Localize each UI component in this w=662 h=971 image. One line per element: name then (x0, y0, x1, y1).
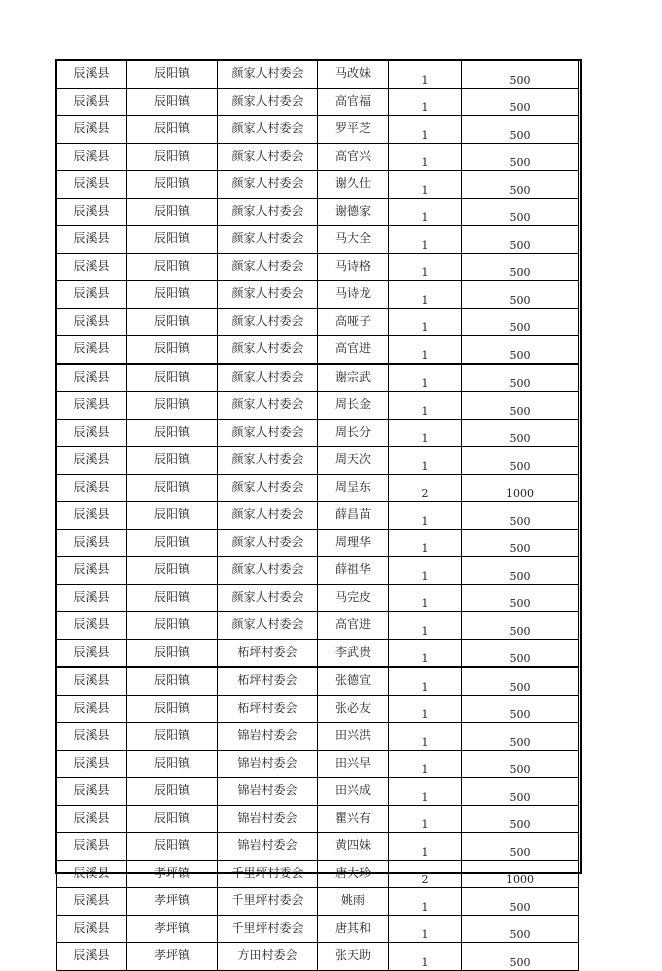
town-cell[interactable]: 辰阳镇 (127, 447, 218, 475)
county-cell[interactable]: 辰溪县 (57, 667, 127, 695)
count-cell[interactable]: 1 (389, 253, 462, 281)
county-cell[interactable]: 辰溪县 (57, 860, 127, 888)
name-cell[interactable]: 张天助 (318, 943, 389, 971)
town-cell[interactable]: 辰阳镇 (127, 695, 218, 723)
count-cell[interactable]: 1 (389, 639, 462, 667)
amount-cell[interactable]: 500 (462, 392, 579, 420)
amount-cell[interactable]: 500 (462, 61, 579, 89)
town-cell[interactable]: 辰阳镇 (127, 308, 218, 336)
county-cell[interactable]: 辰溪县 (57, 502, 127, 530)
count-cell[interactable]: 1 (389, 529, 462, 557)
village-cell[interactable]: 锦岩村委会 (218, 833, 318, 861)
town-cell[interactable]: 辰阳镇 (127, 116, 218, 144)
amount-cell[interactable]: 500 (462, 447, 579, 475)
county-cell[interactable]: 辰溪县 (57, 474, 127, 502)
village-cell[interactable]: 锦岩村委会 (218, 723, 318, 751)
count-cell[interactable]: 1 (389, 447, 462, 475)
table-row (57, 502, 579, 530)
name-cell[interactable]: 谢久仕 (318, 171, 389, 199)
county-cell[interactable]: 辰溪县 (57, 612, 127, 640)
table-row (57, 88, 579, 116)
village-cell[interactable]: 颜家人村委会 (218, 612, 318, 640)
table-row (57, 529, 579, 557)
county-cell[interactable]: 辰溪县 (57, 392, 127, 420)
name-cell[interactable]: 黄四妹 (318, 833, 389, 861)
town-cell[interactable]: 辰阳镇 (127, 778, 218, 806)
name-cell[interactable]: 高官兴 (318, 143, 389, 171)
name-cell[interactable]: 周长分 (318, 419, 389, 447)
county-cell[interactable]: 辰溪县 (57, 584, 127, 612)
county-cell[interactable]: 辰溪县 (57, 805, 127, 833)
table-row (57, 915, 579, 943)
town-cell[interactable]: 孝坪镇 (127, 915, 218, 943)
town-cell[interactable]: 辰阳镇 (127, 502, 218, 530)
amount-cell[interactable]: 500 (462, 88, 579, 116)
county-cell[interactable]: 辰溪县 (57, 833, 127, 861)
amount-cell[interactable]: 1000 (462, 474, 579, 502)
amount-cell[interactable]: 500 (462, 143, 579, 171)
town-cell[interactable]: 辰阳镇 (127, 833, 218, 861)
table-row (57, 639, 579, 667)
county-cell[interactable]: 辰溪县 (57, 226, 127, 254)
name-cell[interactable]: 瞿兴有 (318, 805, 389, 833)
name-cell[interactable]: 高官进 (318, 612, 389, 640)
town-cell[interactable]: 辰阳镇 (127, 529, 218, 557)
village-cell[interactable]: 颜家人村委会 (218, 88, 318, 116)
count-cell[interactable]: 1 (389, 888, 462, 916)
amount-cell[interactable]: 500 (462, 308, 579, 336)
amount-cell[interactable]: 500 (462, 116, 579, 144)
table-row (57, 336, 579, 364)
amount-cell[interactable]: 500 (462, 639, 579, 667)
table-row (57, 226, 579, 254)
count-cell[interactable]: 1 (389, 502, 462, 530)
name-cell[interactable]: 高官进 (318, 336, 389, 364)
name-cell[interactable]: 田兴洪 (318, 723, 389, 751)
amount-cell[interactable]: 500 (462, 364, 579, 392)
village-cell[interactable]: 颜家人村委会 (218, 116, 318, 144)
name-cell[interactable]: 张必友 (318, 695, 389, 723)
county-cell[interactable]: 辰溪县 (57, 447, 127, 475)
county-cell[interactable]: 辰溪县 (57, 281, 127, 309)
amount-cell[interactable]: 1000 (462, 860, 579, 888)
name-cell[interactable]: 薛祖华 (318, 557, 389, 585)
table-row (57, 116, 579, 144)
county-cell[interactable]: 辰溪县 (57, 253, 127, 281)
count-cell[interactable]: 1 (389, 943, 462, 971)
amount-cell[interactable]: 500 (462, 750, 579, 778)
table-row (57, 474, 579, 502)
amount-cell[interactable]: 500 (462, 198, 579, 226)
table-row (57, 888, 579, 916)
town-cell[interactable]: 辰阳镇 (127, 364, 218, 392)
count-cell[interactable]: 1 (389, 116, 462, 144)
table-row (57, 557, 579, 585)
town-cell[interactable]: 辰阳镇 (127, 336, 218, 364)
name-cell[interactable]: 张德宣 (318, 667, 389, 695)
town-cell[interactable]: 辰阳镇 (127, 474, 218, 502)
name-cell[interactable]: 谢德家 (318, 198, 389, 226)
name-cell[interactable]: 马诗龙 (318, 281, 389, 309)
table-row (57, 447, 579, 475)
name-cell[interactable]: 周呈东 (318, 474, 389, 502)
table-row (57, 198, 579, 226)
county-cell[interactable]: 辰溪县 (57, 61, 127, 89)
count-cell[interactable]: 1 (389, 612, 462, 640)
village-cell[interactable]: 颜家人村委会 (218, 529, 318, 557)
name-cell[interactable]: 田兴早 (318, 750, 389, 778)
name-cell[interactable]: 薛昌苗 (318, 502, 389, 530)
village-cell[interactable]: 千里坪村委会 (218, 860, 318, 888)
town-cell[interactable]: 辰阳镇 (127, 419, 218, 447)
county-cell[interactable]: 辰溪县 (57, 198, 127, 226)
table-row (57, 750, 579, 778)
table-row (57, 723, 579, 751)
village-cell[interactable]: 颜家人村委会 (218, 364, 318, 392)
count-cell[interactable]: 1 (389, 723, 462, 751)
amount-cell[interactable]: 500 (462, 336, 579, 364)
table-row (57, 143, 579, 171)
amount-cell[interactable]: 500 (462, 584, 579, 612)
count-cell[interactable]: 1 (389, 143, 462, 171)
town-cell[interactable]: 辰阳镇 (127, 667, 218, 695)
amount-cell[interactable]: 500 (462, 695, 579, 723)
count-cell[interactable]: 1 (389, 364, 462, 392)
village-cell[interactable]: 柘坪村委会 (218, 695, 318, 723)
village-cell[interactable]: 颜家人村委会 (218, 143, 318, 171)
table-body (57, 61, 579, 971)
amount-cell[interactable]: 500 (462, 612, 579, 640)
village-cell[interactable]: 颜家人村委会 (218, 502, 318, 530)
town-cell[interactable]: 辰阳镇 (127, 198, 218, 226)
count-cell[interactable]: 1 (389, 198, 462, 226)
count-cell[interactable]: 1 (389, 281, 462, 309)
amount-cell[interactable]: 500 (462, 888, 579, 916)
count-cell[interactable]: 1 (389, 915, 462, 943)
name-cell[interactable]: 周理华 (318, 529, 389, 557)
name-cell[interactable]: 罗平芝 (318, 116, 389, 144)
town-cell[interactable]: 辰阳镇 (127, 723, 218, 751)
table-row (57, 419, 579, 447)
village-cell[interactable]: 锦岩村委会 (218, 805, 318, 833)
village-cell[interactable]: 颜家人村委会 (218, 198, 318, 226)
county-cell[interactable]: 辰溪县 (57, 943, 127, 971)
amount-cell[interactable]: 500 (462, 281, 579, 309)
village-cell[interactable]: 颜家人村委会 (218, 61, 318, 89)
count-cell[interactable]: 1 (389, 557, 462, 585)
table-row (57, 695, 579, 723)
name-cell[interactable]: 高哑子 (318, 308, 389, 336)
table-row (57, 805, 579, 833)
village-cell[interactable]: 颜家人村委会 (218, 474, 318, 502)
count-cell[interactable]: 1 (389, 584, 462, 612)
table-row (57, 364, 579, 392)
town-cell[interactable]: 辰阳镇 (127, 143, 218, 171)
table-row (57, 281, 579, 309)
town-cell[interactable]: 辰阳镇 (127, 392, 218, 420)
village-cell[interactable]: 锦岩村委会 (218, 778, 318, 806)
amount-cell[interactable]: 500 (462, 171, 579, 199)
count-cell[interactable]: 1 (389, 833, 462, 861)
county-cell[interactable]: 辰溪县 (57, 419, 127, 447)
table-row (57, 61, 579, 89)
village-cell[interactable]: 颜家人村委会 (218, 281, 318, 309)
name-cell[interactable]: 马诗格 (318, 253, 389, 281)
amount-cell[interactable]: 500 (462, 253, 579, 281)
table-row (57, 171, 579, 199)
village-cell[interactable]: 颜家人村委会 (218, 308, 318, 336)
village-cell[interactable]: 颜家人村委会 (218, 557, 318, 585)
amount-cell[interactable]: 500 (462, 557, 579, 585)
village-cell[interactable]: 方田村委会 (218, 943, 318, 971)
name-cell[interactable]: 谢宗武 (318, 364, 389, 392)
count-cell[interactable]: 1 (389, 336, 462, 364)
county-cell[interactable]: 辰溪县 (57, 723, 127, 751)
amount-cell[interactable]: 500 (462, 667, 579, 695)
table-row (57, 860, 579, 888)
county-cell[interactable]: 辰溪县 (57, 750, 127, 778)
count-cell[interactable]: 1 (389, 308, 462, 336)
name-cell[interactable]: 唐大珍 (318, 860, 389, 888)
village-cell[interactable]: 颜家人村委会 (218, 226, 318, 254)
amount-cell[interactable]: 500 (462, 226, 579, 254)
count-cell[interactable]: 1 (389, 805, 462, 833)
data-table (56, 60, 579, 971)
name-cell[interactable]: 姚雨 (318, 888, 389, 916)
county-cell[interactable]: 辰溪县 (57, 778, 127, 806)
town-cell[interactable]: 辰阳镇 (127, 281, 218, 309)
table-row (57, 253, 579, 281)
town-cell[interactable]: 孝坪镇 (127, 860, 218, 888)
village-cell[interactable]: 颜家人村委会 (218, 336, 318, 364)
amount-cell[interactable]: 500 (462, 943, 579, 971)
amount-cell[interactable]: 500 (462, 502, 579, 530)
name-cell[interactable]: 马大全 (318, 226, 389, 254)
village-cell[interactable]: 千里坪村委会 (218, 888, 318, 916)
table-row (57, 392, 579, 420)
town-cell[interactable]: 辰阳镇 (127, 88, 218, 116)
table-row (57, 943, 579, 971)
town-cell[interactable]: 孝坪镇 (127, 888, 218, 916)
village-cell[interactable]: 柘坪村委会 (218, 667, 318, 695)
village-cell[interactable]: 颜家人村委会 (218, 171, 318, 199)
county-cell[interactable]: 辰溪县 (57, 171, 127, 199)
county-cell[interactable]: 辰溪县 (57, 364, 127, 392)
table-row (57, 584, 579, 612)
count-cell[interactable]: 1 (389, 61, 462, 89)
amount-cell[interactable]: 500 (462, 419, 579, 447)
village-cell[interactable]: 颜家人村委会 (218, 392, 318, 420)
table-row (57, 833, 579, 861)
count-cell[interactable]: 1 (389, 392, 462, 420)
county-cell[interactable]: 辰溪县 (57, 557, 127, 585)
county-cell[interactable]: 辰溪县 (57, 143, 127, 171)
count-cell[interactable]: 1 (389, 88, 462, 116)
county-cell[interactable]: 辰溪县 (57, 308, 127, 336)
county-cell[interactable]: 辰溪县 (57, 639, 127, 667)
village-cell[interactable]: 锦岩村委会 (218, 750, 318, 778)
count-cell[interactable]: 2 (389, 474, 462, 502)
county-cell[interactable]: 辰溪县 (57, 88, 127, 116)
town-cell[interactable]: 辰阳镇 (127, 226, 218, 254)
town-cell[interactable]: 辰阳镇 (127, 639, 218, 667)
name-cell[interactable]: 高官福 (318, 88, 389, 116)
county-cell[interactable]: 辰溪县 (57, 695, 127, 723)
count-cell[interactable]: 1 (389, 226, 462, 254)
town-cell[interactable]: 辰阳镇 (127, 253, 218, 281)
count-cell[interactable]: 1 (389, 419, 462, 447)
town-cell[interactable]: 辰阳镇 (127, 612, 218, 640)
name-cell[interactable]: 马完皮 (318, 584, 389, 612)
county-cell[interactable]: 辰溪县 (57, 336, 127, 364)
table-row (57, 778, 579, 806)
county-cell[interactable]: 辰溪县 (57, 529, 127, 557)
name-cell[interactable]: 李武贵 (318, 639, 389, 667)
amount-cell[interactable]: 500 (462, 778, 579, 806)
town-cell[interactable]: 辰阳镇 (127, 805, 218, 833)
table-row (57, 308, 579, 336)
count-cell[interactable]: 1 (389, 695, 462, 723)
village-cell[interactable]: 柘坪村委会 (218, 639, 318, 667)
count-cell[interactable]: 1 (389, 667, 462, 695)
amount-cell[interactable]: 500 (462, 915, 579, 943)
name-cell[interactable]: 田兴成 (318, 778, 389, 806)
name-cell[interactable]: 唐其和 (318, 915, 389, 943)
county-cell[interactable]: 辰溪县 (57, 915, 127, 943)
county-cell[interactable]: 辰溪县 (57, 116, 127, 144)
count-cell[interactable]: 1 (389, 778, 462, 806)
count-cell[interactable]: 1 (389, 171, 462, 199)
village-cell[interactable]: 千里坪村委会 (218, 915, 318, 943)
town-cell[interactable]: 孝坪镇 (127, 943, 218, 971)
town-cell[interactable]: 辰阳镇 (127, 750, 218, 778)
village-cell[interactable]: 颜家人村委会 (218, 447, 318, 475)
county-cell[interactable]: 辰溪县 (57, 888, 127, 916)
name-cell[interactable]: 周长金 (318, 392, 389, 420)
amount-cell[interactable]: 500 (462, 805, 579, 833)
table-row (57, 612, 579, 640)
count-cell[interactable]: 2 (389, 860, 462, 888)
town-cell[interactable]: 辰阳镇 (127, 584, 218, 612)
village-cell[interactable]: 颜家人村委会 (218, 419, 318, 447)
town-cell[interactable]: 辰阳镇 (127, 171, 218, 199)
count-cell[interactable]: 1 (389, 750, 462, 778)
village-cell[interactable]: 颜家人村委会 (218, 584, 318, 612)
town-cell[interactable]: 辰阳镇 (127, 61, 218, 89)
village-cell[interactable]: 颜家人村委会 (218, 253, 318, 281)
name-cell[interactable]: 周天次 (318, 447, 389, 475)
table-row (57, 667, 579, 695)
town-cell[interactable]: 辰阳镇 (127, 557, 218, 585)
name-cell[interactable]: 马改妹 (318, 61, 389, 89)
amount-cell[interactable]: 500 (462, 529, 579, 557)
amount-cell[interactable]: 500 (462, 833, 579, 861)
amount-cell[interactable]: 500 (462, 723, 579, 751)
